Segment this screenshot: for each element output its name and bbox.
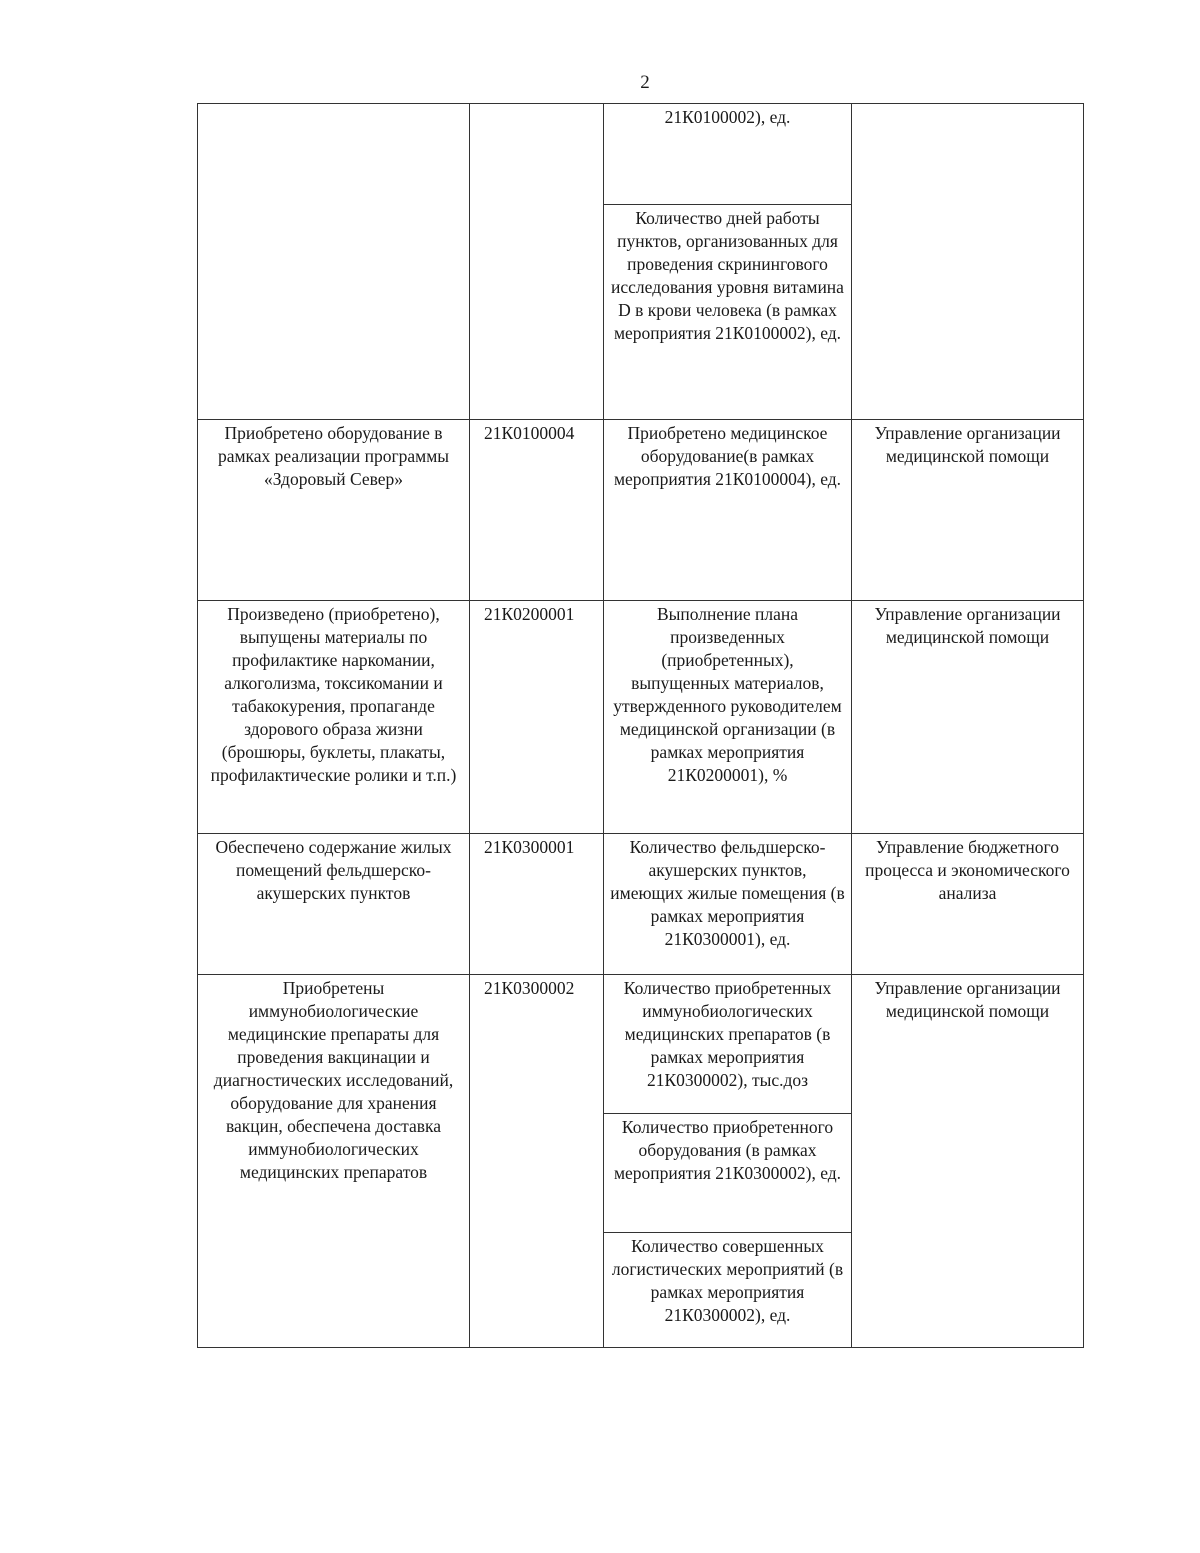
responsible-cell: Управление организации медицинской помощи xyxy=(852,975,1084,1348)
table-row xyxy=(198,601,1084,834)
indicator-cell: Количество совершенных логистических мероприятий (в рамках мероприятия 21К0300002), ед. xyxy=(604,1233,852,1348)
responsible-cell xyxy=(852,104,1084,420)
responsible-cell: Управление бюджетного процесса и экономического анализа xyxy=(852,834,1084,975)
responsible-cell: Управление организации медицинской помощи xyxy=(852,601,1084,834)
table-row xyxy=(198,834,1084,975)
indicator-cell: Количество дней работы пунктов, организованных для проведения скринингового исследования уровня витамина D в крови человека (в рамках мероприятия 21К0100002), ед. xyxy=(604,205,852,420)
indicator-cell: 21К0100002), ед. xyxy=(604,104,852,205)
code-cell: 21К0300002 xyxy=(470,975,604,1348)
result-cell: Приобретены иммунобиологические медицинские препараты для проведения вакцинации и диагностических исследований, оборудование для хранения вакцин, обеспечена доставка иммунобиологических медицинских препаратов xyxy=(198,975,470,1348)
result-cell: Обеспечено содержание жилых помещений фельдшерско-акушерских пунктов xyxy=(198,834,470,975)
table-row xyxy=(198,975,1084,1114)
result-cell xyxy=(198,104,470,420)
indicators-table xyxy=(197,103,1084,1348)
indicator-cell: Выполнение плана произведенных (приобретенных), выпущенных материалов, утвержденного руководителем медицинской организации (в рамках мероприятия 21К0200001), % xyxy=(604,601,852,834)
indicator-cell: Количество приобретенных иммунобиологических медицинских препаратов (в рамках мероприятия 21К0300002), тыс.доз xyxy=(604,975,852,1114)
code-cell: 21К0200001 xyxy=(470,601,604,834)
table-row xyxy=(198,420,1084,601)
code-cell: 21К0300001 xyxy=(470,834,604,975)
indicator-cell: Приобретено медицинское оборудование(в рамках мероприятия 21К0100004), ед. xyxy=(604,420,852,601)
result-cell: Приобретено оборудование в рамках реализации программы «Здоровый Север» xyxy=(198,420,470,601)
code-cell xyxy=(470,104,604,420)
responsible-cell: Управление организации медицинской помощи xyxy=(852,420,1084,601)
indicator-cell: Количество фельдшерско-акушерских пунктов, имеющих жилые помещения (в рамках мероприятия 21К0300001), ед. xyxy=(604,834,852,975)
indicator-cell: Количество приобретенного оборудования (в рамках мероприятия 21К0300002), ед. xyxy=(604,1114,852,1233)
code-cell: 21К0100004 xyxy=(470,420,604,601)
table-row xyxy=(198,104,1084,205)
result-cell: Произведено (приобретено), выпущены материалы по профилактике наркомании, алкоголизма, токсикомании и табакокурения, пропаганде здорового образа жизни (брошюры, буклеты, плакаты, профилактические ролики и т.п.) xyxy=(198,601,470,834)
page-number: 2 xyxy=(640,72,650,93)
